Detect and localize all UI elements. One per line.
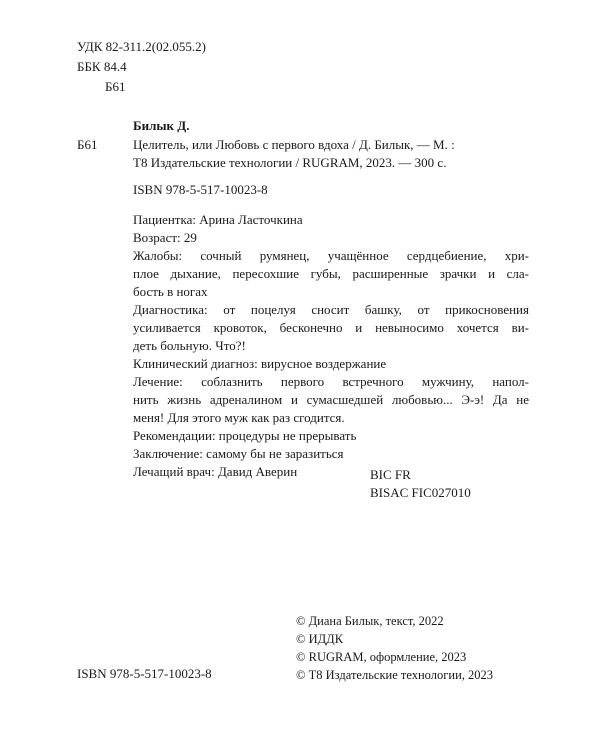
record-isbn: ISBN 978-5-517-10023-8 [133,182,268,197]
annotation-line: Диагностика: от поцелуя сносит башку, от прикосновения [133,302,529,317]
annotation-paragraph [133,445,529,463]
annotation-line: Рекомендации: процедуры не прерывать [133,428,357,443]
copyright-line: © ИДДК [296,632,344,646]
record-title-line-2: Т8 Издательские технологии / RUGRAM, 2023. — 300 с. [133,155,447,170]
annotation-paragraph [133,463,529,481]
annotation-line: усиливается кровоток, бесконечно и невыносимо хочется ви- [133,320,529,335]
record-title-line-1: Целитель, или Любовь с первого вдоха / Д. Билык, — М. : [133,137,455,152]
record-author: Билык Д. [133,118,190,133]
bic-code: BIC FR [370,467,411,482]
author-mark: Б61 [105,79,126,94]
udk-code: УДК 82-311.2(02.055.2) [77,39,206,54]
annotation-line: деть больную. Что?! [133,338,246,353]
annotation-line: бость в ногах [133,284,208,299]
copyright-block [296,612,493,684]
annotation-line: Лечащий врач: Давид Аверин [133,464,298,479]
annotation-line: нить жизнь адреналином и сумасшедшей любовью... Э-э! Да не [133,392,529,407]
footer-isbn: ISBN 978-5-517-10023-8 [77,666,212,681]
annotation-line: меня! Для этого муж как раз сгодится. [133,410,345,425]
annotation [133,211,529,481]
annotation-paragraph [133,355,529,373]
annotation-paragraph [133,301,529,355]
bbk-code: ББК 84.4 [77,59,127,74]
record-mark: Б61 [77,137,98,152]
annotation-line: Возраст: 29 [133,230,197,245]
copyright-line: © Т8 Издательские технологии, 2023 [296,668,494,682]
annotation-paragraph [133,229,529,247]
annotation-paragraph [133,211,529,229]
annotation-line: Пациентка: Арина Ласточкина [133,212,303,227]
annotation-paragraph [133,247,529,301]
annotation-line: Клинический диагноз: вирусное воздержание [133,356,387,371]
annotation-paragraph [133,373,529,427]
annotation-line: Заключение: самому бы не заразиться [133,446,344,461]
copyright-line: © RUGRAM, оформление, 2023 [296,650,467,664]
annotation-line: плое дыхание, пересохшие губы, расширенные зрачки и сла- [133,266,529,281]
bisac-code: BISAC FIC027010 [370,485,471,500]
annotation-line: Лечение: соблазнить первого встречного мужчину, напол- [133,374,529,389]
annotation-line: Жалобы: сочный румянец, учащённое сердцебиение, хри- [133,248,529,263]
annotation-paragraph [133,427,529,445]
copyright-line: © Диана Билык, текст, 2022 [296,614,444,628]
